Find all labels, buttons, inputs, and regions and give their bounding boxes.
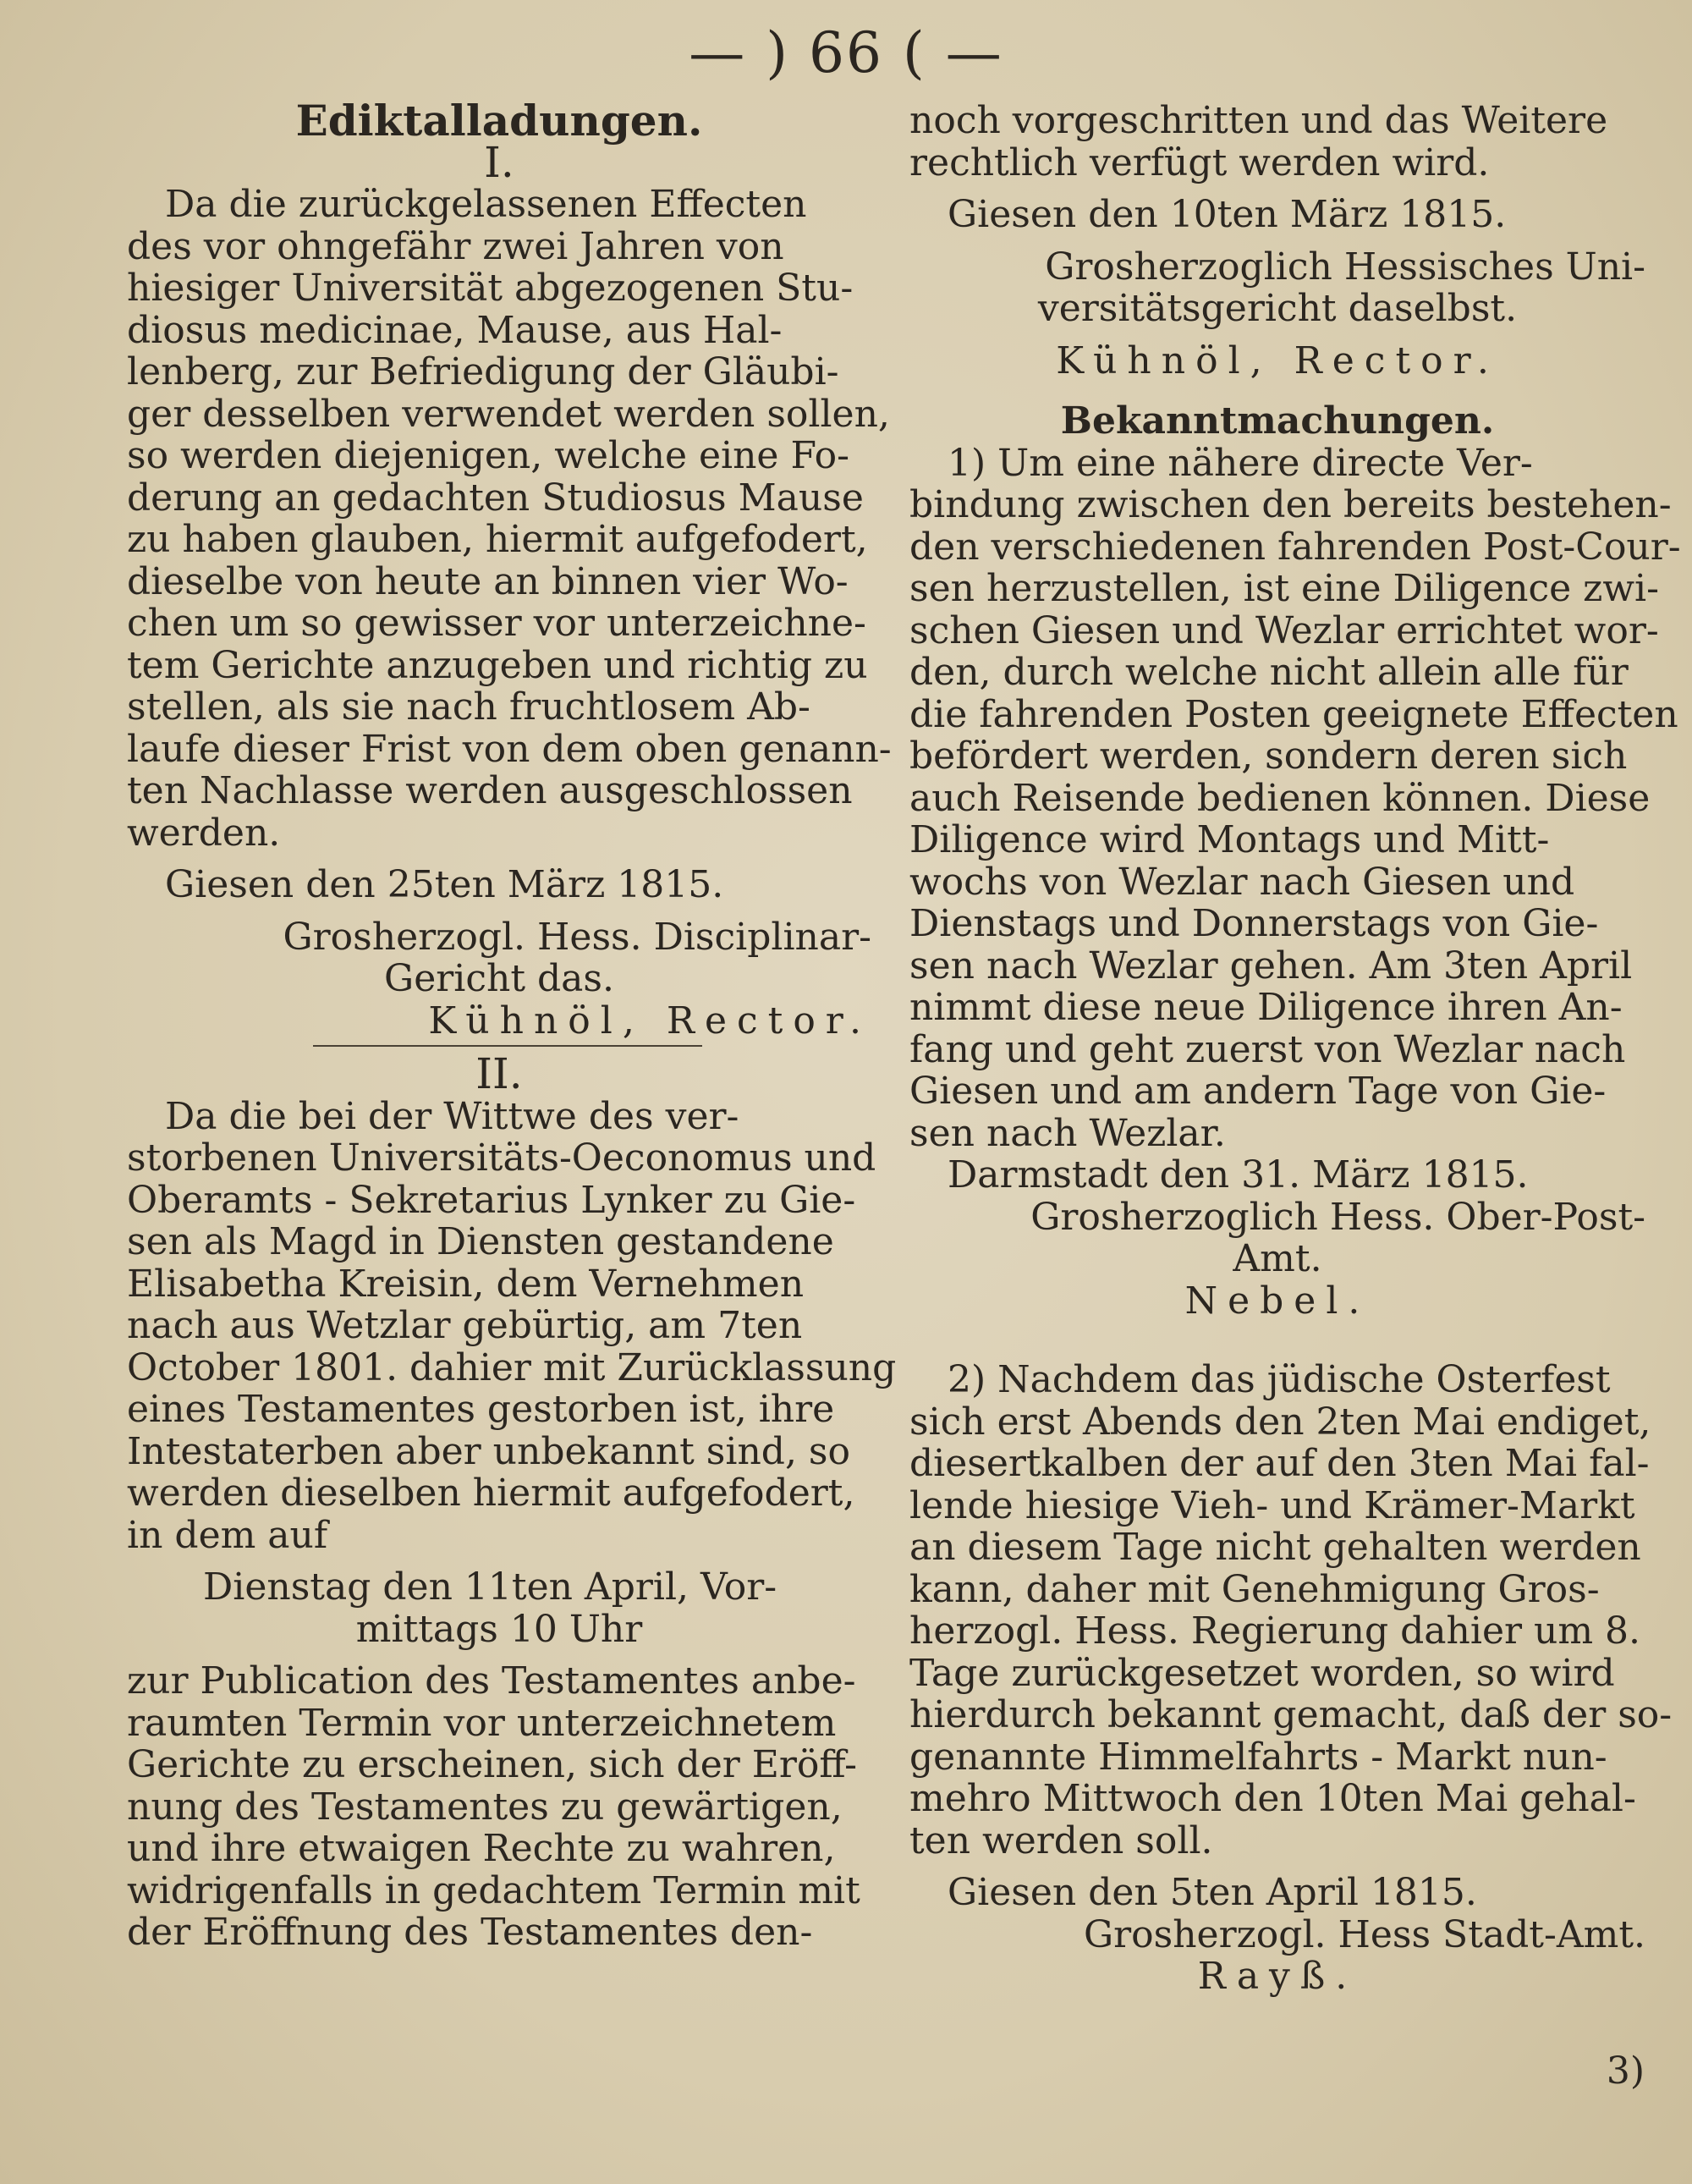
- text-line: storbenen Universitäts-Oeconomus und: [127, 1136, 876, 1180]
- text-line: laufe dieser Frist von dem oben genann-: [127, 727, 892, 771]
- text-line: fang und geht zuerst von Wezlar nach: [909, 1027, 1626, 1071]
- text-line: Gerichte zu erscheinen, sich der Eröff-: [127, 1743, 857, 1786]
- text-line: sen als Magd in Diensten gestandene: [127, 1220, 834, 1263]
- notice-2-signature: Rayß.: [1197, 1955, 1358, 1998]
- text-line: nach aus Wetzlar gebürtig, am 7ten: [127, 1304, 803, 1347]
- heading-ediktalladungen: Ediktalladungen.: [295, 96, 703, 146]
- text-line: ger desselben verwendet werden sollen,: [127, 392, 890, 436]
- text-line: diesertkalben der auf den 3ten Mai fal-: [909, 1442, 1650, 1485]
- text-line: herzogl. Hess. Regierung dahier um 8.: [909, 1609, 1641, 1653]
- section-1-signature: Kühnöl, Rector.: [428, 998, 871, 1042]
- text-line: befördert werden, sondern deren sich: [909, 734, 1628, 778]
- text-line: an diesem Tage nicht gehalten werden: [909, 1526, 1641, 1569]
- section-divider: [313, 1045, 702, 1047]
- continuation-body: [909, 100, 1645, 184]
- text-line: mehro Mittwoch den 10ten Mai gehal-: [909, 1777, 1636, 1820]
- text-line: und ihre etwaigen Rechte zu wahren,: [127, 1827, 836, 1870]
- notice-1-date: Darmstadt den 31. März 1815.: [948, 1153, 1529, 1197]
- notice-2-body: [909, 1358, 1673, 1862]
- text-line: sen nach Wezlar.: [909, 1111, 1226, 1155]
- notice-1-authority-line-2: Amt.: [1233, 1237, 1322, 1280]
- section-1-numeral: I.: [484, 137, 514, 187]
- text-line: lenberg, zur Befriedigung der Gläubi-: [127, 350, 839, 393]
- text-line: der Eröffnung des Testamentes den-: [127, 1911, 813, 1954]
- text-line: werden.: [127, 811, 281, 855]
- text-line: sen herzustellen, ist eine Diligence zwi-: [909, 567, 1659, 610]
- heading-bekanntmachungen: Bekanntmachungen.: [1060, 399, 1495, 443]
- text-line: sich erst Abends den 2ten Mai endiget,: [909, 1400, 1651, 1444]
- text-line: hierdurch bekannt gemacht, daß der so-: [909, 1693, 1673, 1736]
- text-line: sen nach Wezlar gehen. Am 3ten April: [909, 943, 1633, 987]
- text-line: Giesen und am andern Tage von Gie-: [909, 1070, 1607, 1113]
- text-line: Elisabetha Kreisin, dem Vernehmen: [127, 1262, 805, 1306]
- text-line: Tage zurückgesetzet worden, so wird: [909, 1651, 1615, 1695]
- text-line: zur Publication des Testamentes anbe-: [127, 1659, 856, 1703]
- text-line: October 1801. dahier mit Zurücklassung: [127, 1345, 897, 1389]
- text-line: Diligence wird Montags und Mitt-: [909, 818, 1550, 861]
- catchword: 3): [1606, 2049, 1645, 2093]
- text-line: bindung zwischen den bereits bestehen-: [909, 483, 1672, 526]
- text-line: genannte Himmelfahrts - Markt nun-: [909, 1735, 1607, 1779]
- text-line: Oberamts - Sekretarius Lynker zu Gie-: [127, 1178, 856, 1222]
- text-line: hiesiger Universität abgezogenen Stu-: [127, 267, 854, 310]
- notice-2-authority: Grosherzogl. Hess Stadt-Amt.: [1083, 1912, 1645, 1956]
- section-1-authority-line-1: Grosherzogl. Hess. Disciplinar-: [283, 915, 871, 959]
- text-line: noch vorgeschritten und das Weitere: [909, 99, 1608, 142]
- text-line: diosus medicinae, Mause, aus Hal-: [127, 308, 783, 352]
- continuation-authority-line-1: Grosherzoglich Hessisches Uni-: [1045, 245, 1645, 289]
- right-column: [909, 99, 1681, 1998]
- text-line: widrigenfalls in gedachtem Termin mit: [127, 1868, 860, 1912]
- text-line: derung an gedachten Studiosus Mause: [127, 476, 864, 520]
- text-line: chen um so gewisser vor unterzeichne-: [127, 602, 866, 645]
- text-line: werden dieselben hiermit aufgefodert,: [127, 1472, 855, 1515]
- text-line: tem Gerichte anzugeben und richtig zu: [127, 643, 868, 687]
- text-line: Dienstags und Donnerstags von Gie-: [909, 902, 1599, 945]
- continuation-authority-line-2: versitätsgericht daselbst.: [1037, 287, 1518, 330]
- text-line: 2) Nachdem das jüdische Osterfest: [948, 1358, 1611, 1401]
- section-1-authority-line-2: Gericht das.: [384, 957, 614, 1000]
- text-line: zu haben glauben, hiermit aufgefodert,: [127, 518, 868, 561]
- text-line: kann, daher mit Genehmigung Gros-: [909, 1567, 1600, 1611]
- text-line: lende hiesige Vieh- und Krämer-Markt: [909, 1483, 1635, 1527]
- section-2-term-line-1: Dienstag den 11ten April, Vor-: [203, 1565, 777, 1609]
- text-line: des vor ohngefähr zwei Jahren von: [127, 224, 784, 268]
- text-line: nimmt diese neue Diligence ihren An-: [909, 986, 1623, 1029]
- text-line: eines Testamentes gestorben ist, ihre: [127, 1388, 835, 1431]
- notice-1-body: [909, 441, 1681, 1155]
- section-2-tail: [127, 1660, 871, 1954]
- section-1-date: Giesen den 25ten März 1815.: [165, 863, 724, 906]
- text-line: wochs von Wezlar nach Giesen und: [909, 860, 1575, 904]
- text-line: raumten Termin vor unterzeichnetem: [127, 1701, 837, 1745]
- text-line: ten werden soll.: [909, 1818, 1213, 1862]
- section-1-body: [127, 183, 892, 855]
- notice-1-authority-line-1: Grosherzoglich Hess. Ober-Post-: [1030, 1195, 1645, 1239]
- page-number: — ) 66 ( —: [689, 20, 1003, 85]
- text-line: Intestaterben aber unbekannt sind, so: [127, 1429, 850, 1473]
- section-2-numeral: II.: [475, 1049, 523, 1098]
- section-2-body: [127, 1094, 897, 1557]
- text-line: nung des Testamentes zu gewärtigen,: [127, 1785, 843, 1829]
- text-line: den, durch welche nicht allein alle für: [909, 651, 1629, 694]
- text-line: den verschiedenen fahrenden Post-Cour-: [909, 525, 1681, 569]
- text-line: so werden diejenigen, welche eine Fo-: [127, 434, 849, 477]
- text-line: rechtlich verfügt werden wird.: [909, 140, 1490, 184]
- text-line: schen Giesen und Wezlar errichtet wor-: [909, 608, 1659, 652]
- continuation-signature: Kühnöl, Rector.: [1056, 338, 1499, 382]
- text-line: 1) Um eine nähere directe Ver-: [948, 441, 1533, 485]
- text-line: Da die zurückgelassenen Effecten: [165, 183, 807, 226]
- continuation-date: Giesen den 10ten März 1815.: [948, 193, 1507, 236]
- text-line: die fahrenden Posten geeignete Effecten: [909, 692, 1678, 736]
- text-line: Da die bei der Wittwe des ver-: [165, 1094, 739, 1138]
- text-line: dieselbe von heute an binnen vier Wo-: [127, 559, 849, 603]
- notice-1-signature: Nebel.: [1184, 1279, 1371, 1323]
- text-line: stellen, als sie nach fruchtlosem Ab-: [127, 685, 810, 729]
- text-line: ten Nachlasse werden ausgeschlossen: [127, 769, 853, 812]
- section-2-term-line-2: mittags 10 Uhr: [355, 1607, 643, 1651]
- text-line: in dem auf: [127, 1513, 328, 1557]
- left-column: [127, 96, 897, 1954]
- notice-2-date: Giesen den 5ten April 1815.: [948, 1871, 1477, 1914]
- text-line: auch Reisende bedienen können. Diese: [909, 776, 1651, 820]
